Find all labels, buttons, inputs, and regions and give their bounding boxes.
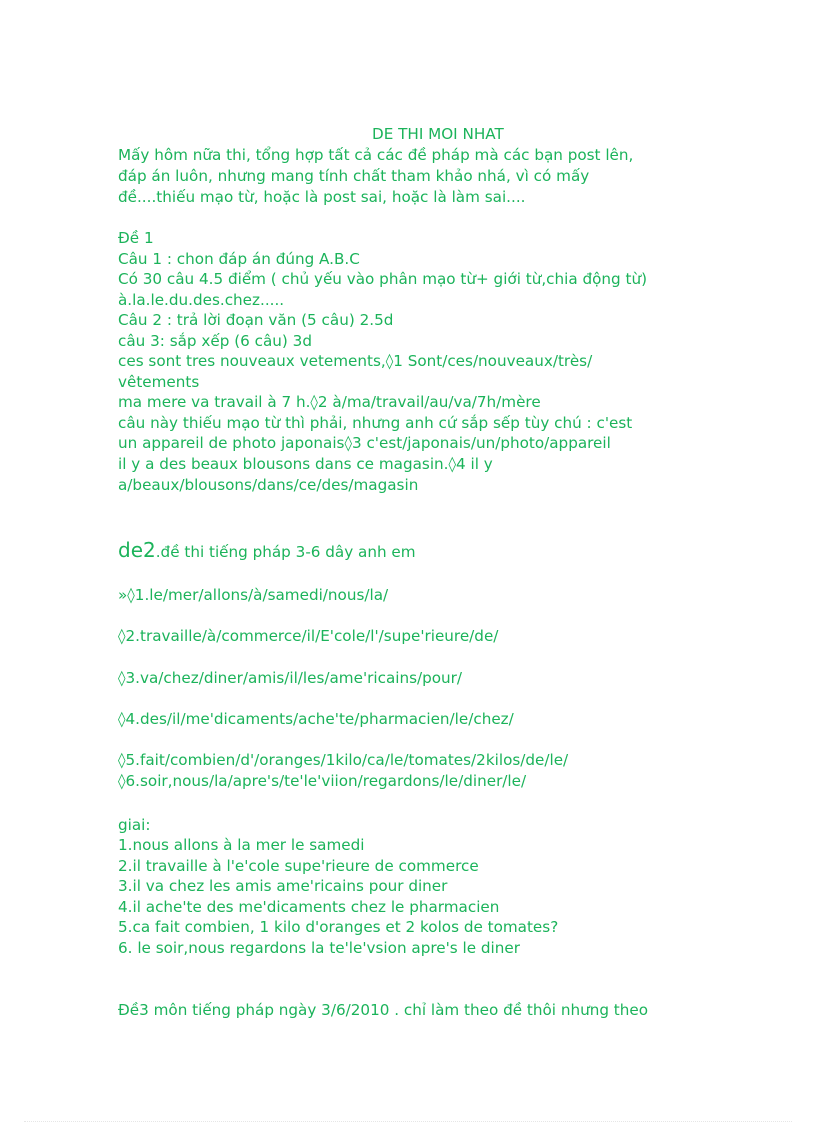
answer-line: 1.nous allons à la mer le samedi: [118, 836, 365, 854]
de2-item: ◊6.soir,nous/la/apre's/te'le'viion/regardons/le/diner/le/: [118, 772, 527, 790]
de1-line: Câu 1 : chon đáp án đúng A.B.C: [118, 250, 360, 268]
de2-heading: [118, 540, 416, 563]
de2-item: ◊4.des/il/me'dicaments/ache'te/pharmacien/le/chez/: [118, 710, 514, 728]
de2-item: ◊2.travaille/à/commerce/il/E'cole/l'/supe'rieure/de/: [118, 627, 499, 645]
de2-item: ◊3.va/chez/diner/amis/il/les/ame'ricains/pour/: [118, 669, 463, 687]
de1-line: câu này thiếu mạo từ thì phải, nhưng anh cứ sắp sếp tùy chú : c'est: [118, 414, 633, 432]
de1-heading: Đề 1: [118, 229, 154, 247]
document-title: DE THI MOI NHAT: [372, 125, 504, 143]
de1-line: il y a des beaux blousons dans ce magasin.◊4 il y: [118, 455, 493, 473]
de2-item: »◊1.le/mer/allons/à/samedi/nous/la/: [118, 586, 389, 604]
de1-line: vêtements: [118, 373, 200, 391]
intro-line: đáp án luôn, nhưng mang tính chất tham khảo nhá, vì có mấy: [118, 167, 590, 185]
de1-line: Câu 2 : trả lời đoạn văn (5 câu) 2.5d: [118, 311, 394, 329]
answers-heading: giai:: [118, 816, 151, 834]
de2-subtitle: .đề thi tiếng pháp 3-6 dây anh em: [155, 543, 416, 561]
de1-line: Có 30 câu 4.5 điểm ( chủ yếu vào phân mạo từ+ giới từ,chia động từ): [118, 270, 648, 288]
de1-line: à.la.le.du.des.chez.....: [118, 291, 285, 309]
page-bottom-divider: [24, 1121, 792, 1122]
answer-line: 3.il va chez les amis ame'ricains pour diner: [118, 877, 448, 895]
answer-line: 2.il travaille à l'e'cole supe'rieure de commerce: [118, 857, 479, 875]
de1-line: a/beaux/blousons/dans/ce/des/magasin: [118, 476, 419, 494]
de1-line: ces sont tres nouveaux vetements,◊1 Sont/ces/nouveaux/très/: [118, 352, 593, 370]
de1-line: ma mere va travail à 7 h.◊2 à/ma/travail/au/va/7h/mère: [118, 393, 541, 411]
de3-line: Đề3 môn tiếng pháp ngày 3/6/2010 . chỉ làm theo đề thôi nhưng theo: [118, 1001, 649, 1019]
de2-item: ◊5.fait/combien/d'/oranges/1kilo/ca/le/tomates/2kilos/de/le/: [118, 751, 569, 769]
de2-label: de2: [118, 538, 156, 562]
intro-line: Mấy hôm nữa thi, tổng hợp tất cả các đề pháp mà các bạn post lên,: [118, 146, 634, 164]
answer-line: 5.ca fait combien, 1 kilo d'oranges et 2 kolos de tomates?: [118, 918, 559, 936]
answer-line: 6. le soir,nous regardons la te'le'vsion apre's le diner: [118, 939, 520, 957]
de1-line: câu 3: sắp xếp (6 câu) 3d: [118, 332, 312, 350]
de1-line: un appareil de photo japonais◊3 c'est/japonais/un/photo/appareil: [118, 434, 611, 452]
answer-line: 4.il ache'te des me'dicaments chez le pharmacien: [118, 898, 500, 916]
intro-line: đề....thiếu mạo từ, hoặc là post sai, hoặc là làm sai....: [118, 188, 526, 206]
